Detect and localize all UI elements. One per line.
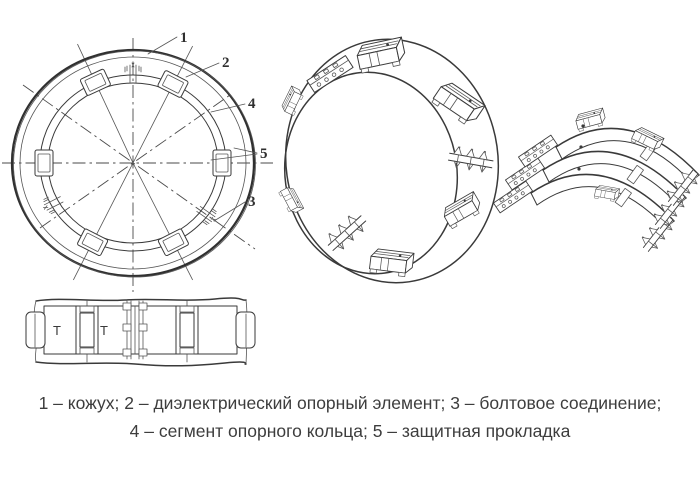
caption-line-1: 1 – кожух; 2 – диэлектрический опорный элемент; 3 – болтовое соединение; (38, 393, 662, 413)
segments-view (493, 108, 700, 255)
callout-2: 2 (222, 55, 230, 71)
front-clamp-bottom-right (158, 228, 189, 256)
front-clamp-top-left (80, 69, 111, 96)
front-clamp-right (213, 150, 231, 176)
section-casing-bottom-edge (36, 362, 246, 366)
callout-leader-1 (148, 37, 177, 54)
front-clamp-bottom-left (77, 228, 108, 256)
caption-line-2: 4 – сегмент опорного кольца; 5 – защитная прокладка (129, 421, 571, 441)
callout-4: 4 (248, 96, 256, 112)
section-end-cap-left (26, 312, 45, 348)
segment-3-block (594, 185, 619, 202)
section-clamp-left (76, 306, 98, 354)
segment-bolt-1 (581, 124, 584, 127)
ring-block-bottom (369, 248, 414, 277)
section-t-mark-1: Т (53, 323, 61, 338)
ring-joint-bottom-left (323, 210, 370, 255)
front-view (2, 30, 273, 292)
figure-caption (0, 389, 700, 445)
section-casing-top-edge (36, 298, 246, 301)
front-clamp-left (35, 150, 53, 176)
ring-block-left-lower (278, 185, 303, 215)
callout-3: 3 (248, 194, 256, 210)
callout-1: 1 (180, 30, 188, 46)
assembled-ring-view (270, 25, 514, 296)
section-center-joint (123, 301, 147, 359)
callout-5: 5 (260, 146, 268, 162)
front-clamp-top-right (157, 70, 188, 98)
segment-3 (493, 174, 677, 254)
section-end-cap-right (236, 312, 255, 348)
front-joint-lower-left (40, 192, 65, 215)
segment-bolt-2 (579, 145, 582, 148)
section-t-mark-2: Т (100, 323, 108, 338)
section-view (26, 298, 255, 366)
section-clamp-right (176, 306, 198, 354)
segment-bolt-3 (577, 167, 580, 170)
ring-block-right-upper (431, 79, 485, 128)
callout-leader-2 (186, 63, 219, 77)
